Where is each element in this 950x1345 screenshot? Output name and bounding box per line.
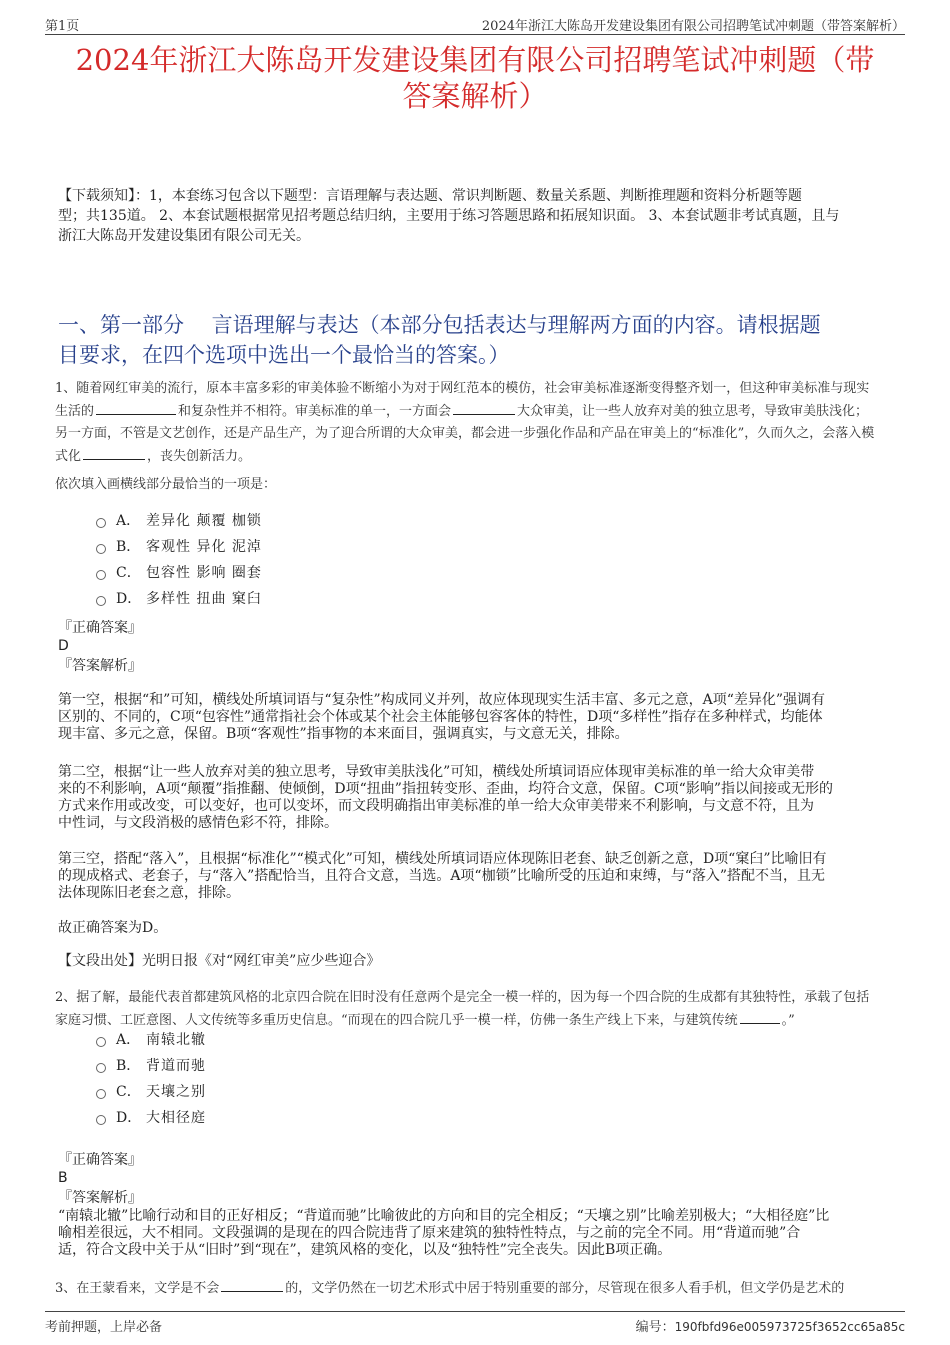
option-letter: B． [116, 1058, 141, 1074]
q2-answer: B [58, 1170, 68, 1186]
radio-button-icon[interactable] [96, 1115, 106, 1125]
q1-answer-label: 『正确答案』 [58, 620, 142, 636]
analysis-line: 喻相差很远，大不相同。文段强调的是现在的四合院违背了原来建筑的独特性特点，与之前的完全不同。用“背道而驰”合 [58, 1225, 801, 1241]
radio-button-icon[interactable] [96, 1037, 106, 1047]
option-letter: A． [116, 513, 141, 529]
notice-line-3: 浙江大陈岛开发建设集团有限公司无关。 [58, 228, 310, 244]
page-footer [45, 1311, 905, 1334]
analysis-line: “南辕北辙”比喻行动和目的正好相反；“背道而驰”比喻彼此的方向和目的完全相反；“天壤之别”比喻差别极大；“大相径庭”比 [58, 1208, 830, 1224]
q2-text: 。” [781, 1013, 795, 1028]
q1-option-b[interactable] [96, 534, 262, 560]
page-number: 第1页 [45, 19, 80, 34]
fill-blank [740, 1009, 780, 1024]
q2-analysis-label: 『答案解析』 [58, 1190, 142, 1206]
section-line-1: 一、第一部分 言语理解与表达（本部分包括表达与理解两方面的内容。请根据题 [58, 313, 821, 337]
radio-button-icon[interactable] [96, 570, 106, 580]
analysis-line: 中性词，与文段消极的感情色彩不符，排除。 [58, 815, 338, 831]
option-text: 大相径庭 [146, 1110, 206, 1126]
q1-option-a[interactable] [96, 508, 262, 534]
q2-analysis-paragraph-1 [58, 1208, 888, 1259]
fill-blank [96, 400, 176, 415]
option-letter: D． [116, 1110, 142, 1126]
q3-text: 的，文学仍然在一切艺术形式中居于特别重要的部分，尽管现在很多人看手机，但文学仍是艺术的 [285, 1281, 845, 1296]
option-text: 南辕北辙 [146, 1032, 206, 1048]
option-text: 天壤之别 [146, 1084, 206, 1100]
q2-option-b[interactable] [96, 1053, 206, 1079]
q1-source: 【文段出处】光明日报《对“网红审美”应少些迎合》 [58, 953, 381, 969]
option-letter: B． [116, 539, 141, 555]
radio-button-icon[interactable] [96, 544, 106, 554]
q2-option-d[interactable] [96, 1105, 206, 1131]
q1-analysis-label: 『答案解析』 [58, 658, 142, 674]
option-letter: C． [116, 1084, 141, 1100]
q2-option-c[interactable] [96, 1079, 206, 1105]
analysis-line: 区别的、不同的，C项“包容性”通常指社会个体或某个社会主体能够包容客体的特性，D项“多样性”指存在多种样式，均能体 [58, 709, 823, 725]
analysis-line: 来的不利影响，A项“颠覆”指推翻、使倾倒，D项“扭曲”指扭转变形、歪曲，均符合文意，保留。C项“影响”指以间接或无形的 [58, 781, 833, 797]
option-text: 包容性 影响 圈套 [146, 565, 262, 581]
option-letter: A． [116, 1032, 141, 1048]
q1-analysis-paragraph-3 [58, 851, 888, 902]
page-header [45, 12, 905, 35]
q3-text: 3、在王蒙看来，文学是不会 [55, 1281, 220, 1296]
q1-text: 生活的 [55, 404, 95, 419]
q1-option-c[interactable] [96, 560, 262, 586]
analysis-line: 第一空，根据“和”可知，横线处所填词语与“复杂性”构成同义并列，故应体现现实生活丰富、多元之意，A项“差异化”强调有 [58, 692, 826, 708]
analysis-line: 方式来作用或改变，可以变好，也可以变坏，而文段明确指出审美标准的单一给大众审美带来不利影响，与文意不符，且为 [58, 798, 814, 814]
q1-line-2 [55, 400, 900, 423]
footer-slogan: 考前押题，上岸必备 [45, 1320, 163, 1335]
q2-line-1: 2、据了解，最能代表首都建筑风格的北京四合院在旧时没有任意两个是完全一模一样的，因为每一个四合院的生成都有其独特性，承载了包括 [55, 990, 870, 1005]
analysis-line: 适，符合文段中关于从“旧时”到“现在”，建筑风格的变化，以及“独特性”完全丧失。因此B项正确。 [58, 1242, 672, 1258]
notice-line-2: 型；共135道。 2、本套试题根据常见招考题总结归纳，主要用于练习答题思路和拓展知识面。 3、本套试题非考试真题，且与 [58, 208, 840, 224]
analysis-line: 现丰富、多元之意，保留。B项“客观性”指事物的本来面目，强调真实，与文意无关，排除。 [58, 726, 629, 742]
doc-id-label: 编号： [635, 1320, 675, 1335]
analysis-line: 的现成格式、老套子，与“落入”搭配恰当，且符合文意，当选。A项“枷锁”比喻所受的压迫和束缚，与“落入”搭配不当，且无 [58, 868, 826, 884]
doc-id-code: 190fbfd96e005973725f3652cc65a85c [674, 1320, 905, 1334]
question-3-stem [55, 1277, 900, 1300]
analysis-line: 第三空，搭配“落入”，且根据“标准化”“模式化”可知，横线处所填词语应体现陈旧老套、缺乏创新之意，D项“窠臼”比喻旧有 [58, 851, 827, 867]
question-2-stem [55, 987, 900, 1032]
q1-answer: D [58, 638, 69, 654]
q1-prompt: 依次填入画横线部分最恰当的一项是： [55, 477, 277, 492]
question-1-stem [55, 378, 900, 468]
document-title [50, 42, 900, 114]
q2-options [96, 1027, 206, 1131]
q1-text: 和复杂性并不相符。审美标准的单一，一方面会 [178, 404, 452, 419]
option-text: 多样性 扭曲 窠臼 [146, 591, 262, 607]
q1-option-d[interactable] [96, 586, 262, 612]
section-line-2: 目要求，在四个选项中选出一个最恰当的答案。） [58, 343, 510, 367]
download-notice [58, 186, 900, 246]
option-letter: C． [116, 565, 141, 581]
q1-text: ，丧失创新活力。 [147, 449, 252, 464]
q1-analysis-paragraph-1 [58, 692, 888, 743]
q2-text: 家庭习惯、工匠意图、人文传统等多重历史信息。“而现在的四合院几乎一模一样，仿佛一条生产线上下来，与建筑传统 [55, 1013, 738, 1028]
footer-doc-id [636, 1316, 905, 1335]
q1-text: 式化 [55, 449, 82, 464]
q1-line-3: 另一方面，不管是文艺创作，还是产品生产，为了迎合所谓的大众审美，都会进一步强化作品和产品在审美上的“标准化”，久而久之，会落入模 [55, 426, 875, 441]
option-text: 背道而驰 [146, 1058, 206, 1074]
radio-button-icon[interactable] [96, 1089, 106, 1099]
q1-line-1: 1、随着网红审美的流行，原本丰富多彩的审美体验不断缩小为对于网红范本的模仿，社会审美标准逐渐变得整齐划一，但这种审美标准与现实 [55, 381, 870, 396]
fill-blank [453, 400, 515, 415]
radio-button-icon[interactable] [96, 596, 106, 606]
fill-blank [83, 445, 145, 460]
option-letter: D． [116, 591, 142, 607]
option-text: 客观性 异化 泥淖 [146, 539, 262, 555]
analysis-line: 第二空，根据“让一些人放弃对美的独立思考，导致审美肤浅化”可知，横线处所填词语应体现审美标准的单一给大众审美带 [58, 764, 815, 780]
radio-button-icon[interactable] [96, 518, 106, 528]
q1-analysis-paragraph-2 [58, 764, 888, 832]
q1-conclusion: 故正确答案为D。 [58, 920, 168, 936]
header-doc-title: 2024年浙江大陈岛开发建设集团有限公司招聘笔试冲刺题（带答案解析） [481, 19, 905, 34]
section-heading [58, 310, 900, 370]
q2-answer-label: 『正确答案』 [58, 1152, 142, 1168]
option-text: 差异化 颠覆 枷锁 [146, 513, 262, 529]
fill-blank [221, 1277, 283, 1292]
q1-line-4 [55, 445, 900, 468]
q1-options [96, 508, 262, 612]
q1-text: 大众审美，让一些人放弃对美的独立思考，导致审美肤浅化； [517, 404, 869, 419]
notice-line-1: 【下载须知】：1，本套练习包含以下题型：言语理解与表达题、常识判断题、数量关系题、判断推理题和资料分析题等题 [58, 188, 802, 204]
q2-option-a[interactable] [96, 1027, 206, 1053]
title-line-1: 2024年浙江大陈岛开发建设集团有限公司招聘笔试冲刺题（带 [75, 43, 875, 77]
analysis-line: 法体现陈旧老套之意，排除。 [58, 885, 240, 901]
radio-button-icon[interactable] [96, 1063, 106, 1073]
title-line-2: 答案解析） [402, 79, 548, 113]
